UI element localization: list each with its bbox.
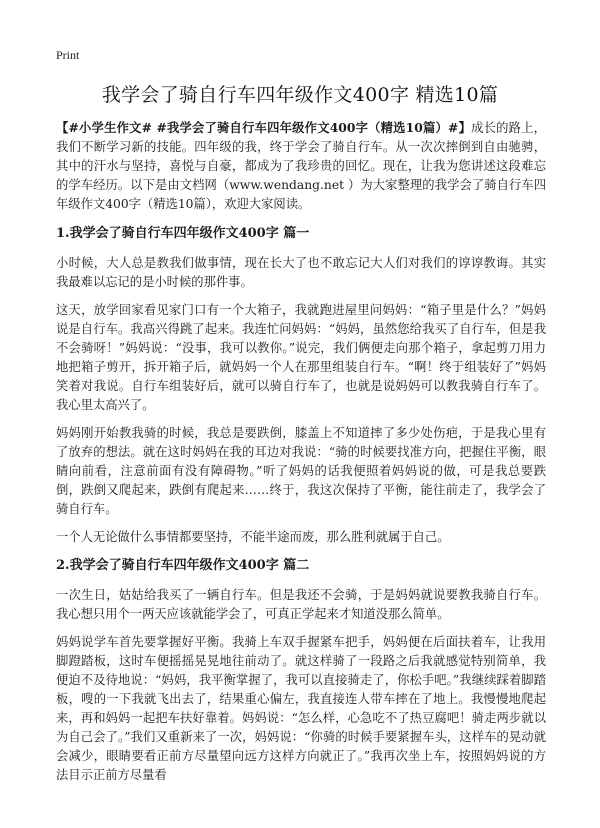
lead-paragraph — [56, 118, 546, 214]
lead-tags: 【#小学生作文# #我学会了骑自行车四年级作文400字（精选10篇）#】 — [56, 120, 472, 135]
paragraph: 这天，放学回家看见家门口有一个大箱子，我就跑进屋里问妈妈：“箱子里是什么？”妈妈说是自行车。我高兴得跳了起来。我连忙问妈妈：“妈妈，虽然您给我买了自行车，但是我不会骑呀！”妈妈说：“没事，我可以教你。”说完，我们俩便走向那个箱子，拿起剪刀用力地把箱子剪开，拆开箱子后，就妈妈一个人在那里组装自行车。“啊！终于组装好了”妈妈笑着对我说。自行车组装好后，就可以骑自行车了，也就是说妈妈可以教我骑自行车了。我心里太高兴了。 — [56, 303, 546, 412]
print-label[interactable]: Print — [56, 48, 80, 62]
paragraph: 一个人无论做什么事情都要坚持，不能半途而废，那么胜利就属于自己。 — [56, 530, 450, 544]
lead-text: 成长的路上，我们不断学习新的技能。四年级的我，终于学会了骑自行车。从一次次摔倒到自由驰骋，其中的汗水与坚持，喜悦与自豪，都成为了我珍贵的回忆。现在，让我为您讲述这段难忘的学车经历。以下是由文档网（www.wendang.net ）为大家整理的我学会了骑自行车四年级作文400字（精选10篇），欢迎大家阅读。 — [56, 121, 546, 211]
section-heading: 1.我学会了骑自行车四年级作文400字 篇一 — [56, 226, 310, 241]
section-heading: 2.我学会了骑自行车四年级作文400字 篇二 — [56, 558, 310, 573]
paragraph: 小时候，大人总是教我们做事情，现在长大了也不敢忘记大人们对我们的谆谆教诲。其实我最难以忘记的是小时候的那件事。 — [56, 256, 546, 289]
article-body — [56, 118, 546, 794]
page-title: 我学会了骑自行车四年级作文400字 精选10篇 — [101, 84, 499, 106]
paragraph: 妈妈刚开始教我骑的时候，我总是要跌倒，膝盖上不知道摔了多少处伤疤，于是我心里有了放弃的想法。就在这时妈妈在我的耳边对我说：“骑的时候要找准方向，把握住平衡，眼睛向前看，注意前面有没有障碍物。”听了妈妈的话我便照着妈妈说的做，可是我总要跌倒，跌倒又爬起来，跌倒有爬起来……终于，我这次保持了平衡，能往前走了，我学会了骑自行车。 — [56, 426, 546, 516]
paragraph: 妈妈说学车首先要掌握好平衡。我骑上车双手握紧车把手，妈妈便在后面扶着车，让我用脚蹬踏板，这时车便摇摇晃晃地往前动了。就这样骑了一段路之后我就感觉特别简单，我便迫不及待地说：“妈妈，我平衡掌握了，我可以直接骑走了，你松手吧。”我继续踩着脚踏板，嗖的一下我就飞出去了，结果重心偏左，我直接连人带车摔在了地上。我慢慢地爬起来，再和妈妈一起把车扶好靠着。妈妈说：“怎么样，心急吃不了热豆腐吧！骑走两步就以为自己会了。”我们又重新来了一次，妈妈说：“你骑的时候手要紧握车头，这样车的晃动就会减少，眼睛要看正前方尽量望向远方这样方向就正了。”我再次坐上车，按照妈妈说的方法目示正前方尽量看 — [56, 635, 546, 782]
paragraph: 一次生日，姑姑给我买了一辆自行车。但是我还不会骑，于是妈妈就说要教我骑自行车。我心想只用个一两天应该就能学会了，可真正学起来才知道没那么简单。 — [56, 588, 546, 621]
